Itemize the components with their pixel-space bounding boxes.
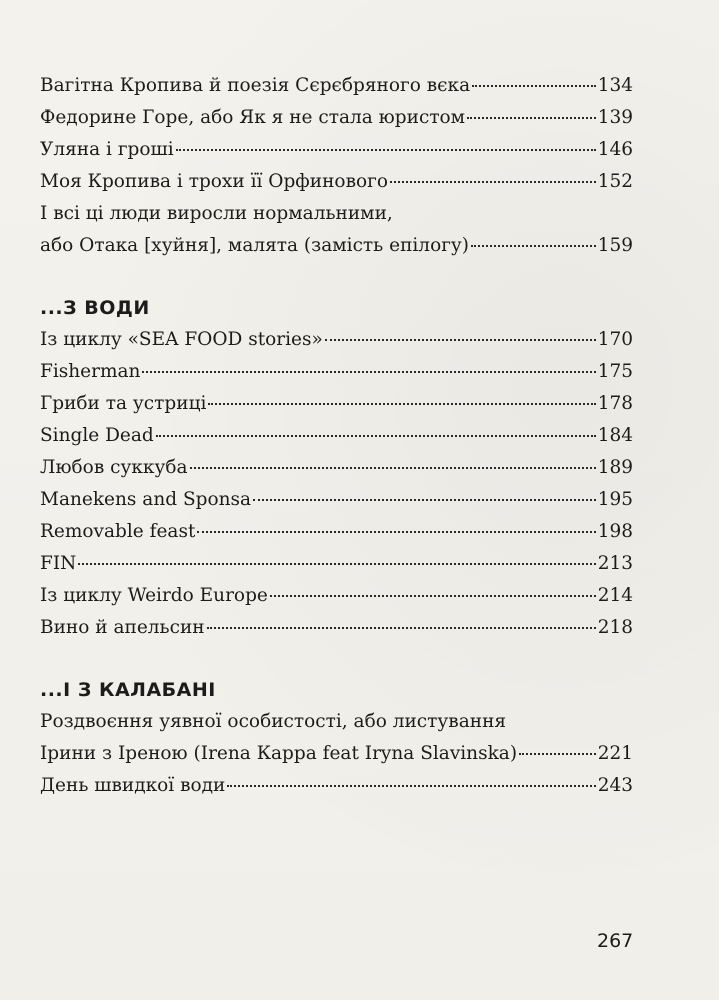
toc-leader-dots bbox=[78, 563, 595, 565]
toc-leader-dots bbox=[142, 371, 595, 373]
toc-entry bbox=[40, 388, 633, 420]
toc-entry-page: 134 bbox=[597, 75, 633, 96]
toc-entry-title: Федорине Горе, або Як я не стала юристом bbox=[40, 107, 466, 128]
section-heading: ...З ВОДИ bbox=[40, 297, 150, 319]
toc-entry-title: Manekens and Sponsa bbox=[40, 489, 252, 510]
toc-entry-title: Моя Кропива і трохи її Орфинового bbox=[40, 171, 388, 192]
toc-entry-title: Любов суккуба bbox=[40, 457, 188, 478]
toc-leader-dots bbox=[207, 627, 596, 629]
toc-entry bbox=[40, 516, 633, 548]
toc-entry-page: 214 bbox=[597, 585, 633, 606]
toc-entry-page: 152 bbox=[597, 171, 633, 192]
toc-entry bbox=[40, 420, 633, 452]
toc-entry-title-line1: І всі ці люди виросли нормальними, bbox=[40, 203, 393, 224]
toc-entry-title: Fisherman bbox=[40, 361, 141, 382]
toc-entry-page: 213 bbox=[597, 553, 633, 574]
section-spacer bbox=[40, 644, 633, 674]
toc-entry-title: Ірини з Іреною (Irena Карра feat Iryna Slavinska) bbox=[40, 743, 518, 764]
toc-entry bbox=[40, 484, 633, 516]
toc-leader-dots bbox=[519, 753, 596, 755]
toc-entry-title: Removable feast bbox=[40, 521, 196, 542]
toc-entry-first-line bbox=[40, 706, 633, 738]
toc-entry-page: 184 bbox=[597, 425, 633, 446]
toc-entry bbox=[40, 548, 633, 580]
toc-entry bbox=[40, 738, 633, 770]
toc-entry-title: Single Dead bbox=[40, 425, 154, 446]
toc-entry bbox=[40, 770, 633, 802]
toc-leader-dots bbox=[190, 467, 596, 469]
toc-entry-page: 159 bbox=[597, 235, 633, 256]
toc-entry-title: або Отака [хуйня], малята (замість епілогу) bbox=[40, 235, 469, 256]
toc-entry-page: 189 bbox=[597, 457, 633, 478]
toc-leader-dots bbox=[471, 245, 596, 247]
toc-entry bbox=[40, 70, 633, 102]
toc-entry-page: 178 bbox=[597, 393, 633, 414]
toc-entry-page: 195 bbox=[597, 489, 633, 510]
toc-entry-title-line1: Роздвоєння уявної особистості, або листування bbox=[40, 711, 507, 732]
toc-leader-dots bbox=[156, 435, 596, 437]
toc-entry bbox=[40, 230, 633, 262]
toc-entry bbox=[40, 580, 633, 612]
toc-leader-dots bbox=[467, 117, 596, 119]
toc-entry-title: Уляна і гроші bbox=[40, 139, 174, 160]
toc-entry-title: FIN bbox=[40, 553, 77, 574]
section-heading: ...І З КАЛАБАНІ bbox=[40, 679, 216, 701]
toc-entry-title: Із циклу «SEA FOOD stories» bbox=[40, 329, 323, 350]
section-spacer bbox=[40, 262, 633, 292]
toc-leader-dots bbox=[390, 181, 596, 183]
toc-leader-dots bbox=[227, 785, 595, 787]
toc-entry-title: День швидкої води bbox=[40, 775, 226, 796]
toc-entry-page: 146 bbox=[597, 139, 633, 160]
toc-entry-page: 170 bbox=[597, 329, 633, 350]
toc-entry-first-line bbox=[40, 198, 633, 230]
toc-leader-dots bbox=[270, 595, 596, 597]
toc-leader-dots bbox=[325, 339, 596, 341]
toc-entry-title: Вагітна Кропива й поезія Сєрєбряного вєка bbox=[40, 75, 471, 96]
toc-entry bbox=[40, 324, 633, 356]
toc-leader-dots bbox=[176, 149, 596, 151]
toc-entry bbox=[40, 134, 633, 166]
toc-entry-page: 221 bbox=[597, 743, 633, 764]
toc-entry bbox=[40, 356, 633, 388]
toc-entry bbox=[40, 452, 633, 484]
toc-entry-page: 218 bbox=[597, 617, 633, 638]
toc-entry bbox=[40, 102, 633, 134]
toc-entry-page: 139 bbox=[597, 107, 633, 128]
toc-entry bbox=[40, 166, 633, 198]
toc-leader-dots bbox=[197, 531, 595, 533]
toc-entry-page: 198 bbox=[597, 521, 633, 542]
toc-entry-title: Гриби та устриці bbox=[40, 393, 207, 414]
toc-entry-page: 243 bbox=[597, 775, 633, 796]
toc-entry-page: 175 bbox=[597, 361, 633, 382]
toc-leader-dots bbox=[253, 499, 596, 501]
toc-entry bbox=[40, 612, 633, 644]
page-number: 267 bbox=[597, 930, 634, 952]
toc-leader-dots bbox=[472, 85, 596, 87]
toc-entry-title: Вино й апельсин bbox=[40, 617, 205, 638]
toc-leader-dots bbox=[208, 403, 595, 405]
toc-entry-title: Із циклу Weirdo Europe bbox=[40, 585, 268, 606]
table-of-contents bbox=[40, 70, 633, 802]
